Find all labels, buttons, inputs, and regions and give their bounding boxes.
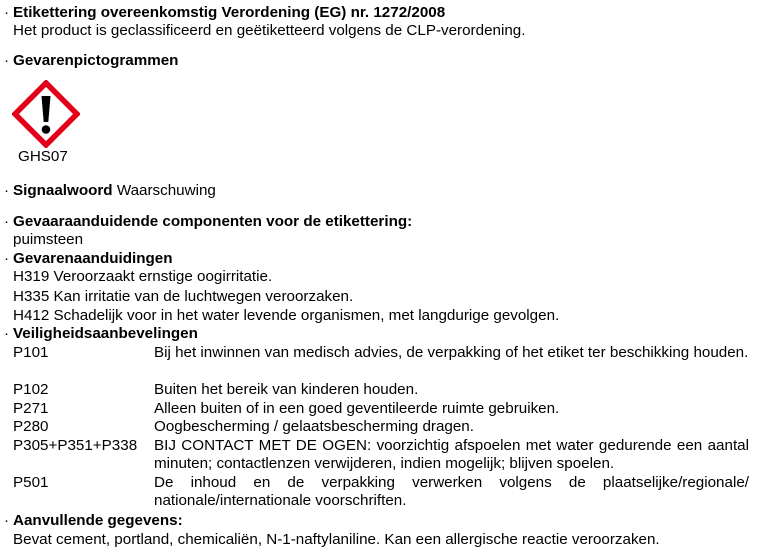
precaution-code: P280 [13,418,49,435]
bullet: · [4,4,10,21]
components-title: Gevaaraanduidende componenten voor de etikettering: [13,213,413,230]
pictograms-title: Gevarenpictogrammen [13,52,179,69]
components-value: puimsteen [13,231,84,248]
bullet: · [4,213,10,230]
precaution-title: Veiligheidsaanbevelingen [13,325,198,342]
hazard-title: Gevarenaanduidingen [13,250,173,267]
precaution-code: P271 [13,400,49,417]
precaution-text: Alleen buiten of in een goed geventileerde ruimte gebruiken. [154,400,560,417]
bullet: · [4,52,10,69]
labelling-title: Etikettering overeenkomstig Verordening (EG) nr. 1272/2008 [13,4,446,21]
hazard-statement: H335 Kan irritatie van de luchtwegen veroorzaken. [13,288,354,305]
precaution-text: Buiten het bereik van kinderen houden. [154,381,419,398]
precaution-text: De inhoud en de verpakking verwerken volgens de plaatselijke/regionale/ nationale/internationale voorschriften. [154,474,749,509]
signal-word-line [4,182,216,200]
precaution-code: P305+P351+P338 [13,437,138,454]
precaution-text: Bij het inwinnen van medisch advies, de verpakking of het etiket ter beschikking houden. [154,344,749,361]
additional-heading [4,512,183,530]
signal-word-value: Waarschuwing [116,182,216,199]
precaution-heading [4,325,198,343]
hazard-statement: H412 Schadelijk voor in het water levende organismen, met langdurige gevolgen. [13,307,560,324]
labelling-text: Het product is geclassificeerd en geëtiketteerd volgens de CLP-verordening. [13,22,526,39]
exclamation-mark-diamond-icon [12,80,80,148]
bullet: · [4,182,10,199]
signal-word-label: Signaalwoord [13,182,113,199]
bullet: · [4,250,10,267]
bullet: · [4,325,10,342]
components-heading [4,213,412,231]
additional-text: Bevat cement, portland, chemicaliën, N-1-naftylaniline. Kan een allergische reactie veroorzaken. [13,531,660,548]
hazard-statement: H319 Veroorzaakt ernstige oogirritatie. [13,268,273,285]
precaution-code: P102 [13,381,49,398]
labelling-heading [4,4,445,22]
bullet: · [4,512,10,529]
hazard-heading [4,250,173,268]
pictogram-label: GHS07 [18,148,68,165]
additional-title: Aanvullende gegevens: [13,512,183,529]
precaution-text: Oogbescherming / gelaatsbescherming dragen. [154,418,474,435]
precaution-code: P101 [13,344,49,361]
pictograms-heading [4,52,178,70]
precaution-code: P501 [13,474,49,491]
precaution-text: BIJ CONTACT MET DE OGEN: voorzichtig afspoelen met water gedurende een aantal minuten; contactlenzen verwijderen, indien mogelijk; blijven spoelen. [154,437,749,472]
